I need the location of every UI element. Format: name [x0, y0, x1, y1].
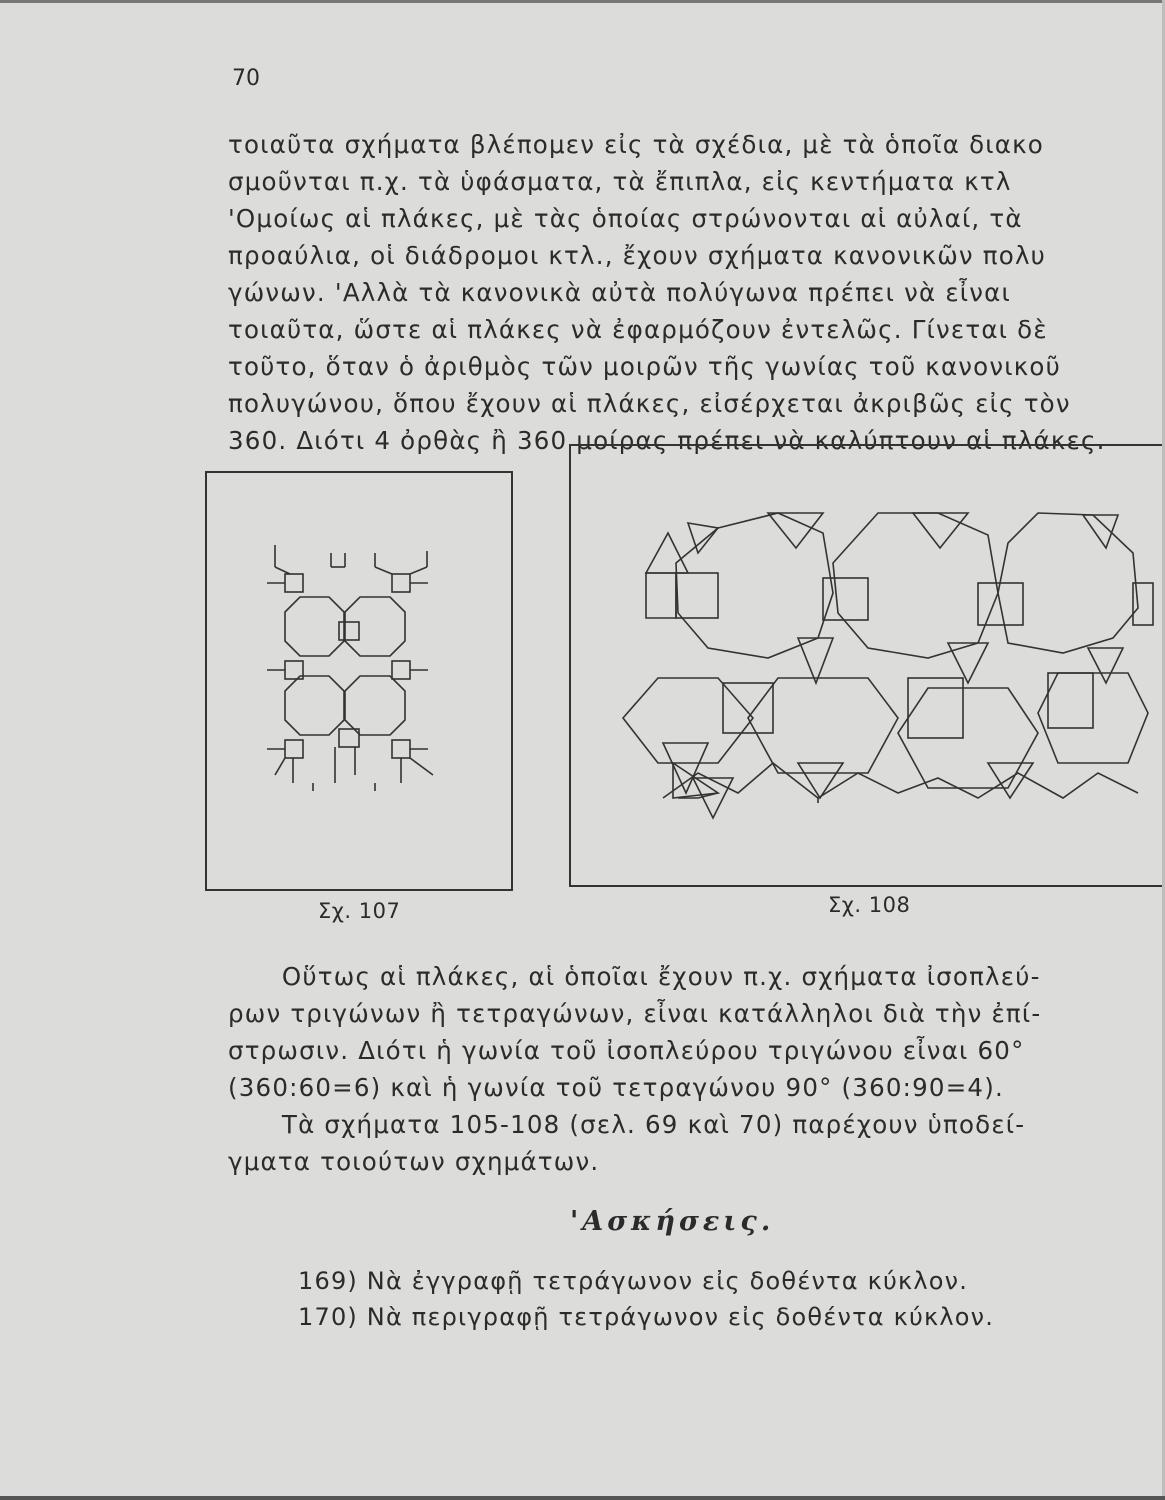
- text-line: 360. Διότι 4 ὀρθὰς ἢ 360 μοίρας πρέπει νὰ καλύπτουν αἱ πλάκες.: [228, 426, 1106, 455]
- text-line: τοιαῦτα, ὥστε αἱ πλάκες νὰ ἐφαρμόζουν ἐντελῶς. Γίνεται δὲ: [228, 315, 1048, 344]
- text-line: γματα τοιούτων σχημάτων.: [228, 1147, 600, 1176]
- paragraph-equilateral-square: [228, 958, 1158, 1180]
- text-line: τοῦτο, ὅταν ὁ ἀριθμὸς τῶν μοιρῶν τῆς γωνίας τοῦ κανονικοῦ: [228, 352, 1061, 381]
- exercises-heading: 'Ασκήσεις.: [570, 1206, 775, 1237]
- figure-108-mixed-polygon-tiling: [568, 443, 1165, 889]
- paragraph-tilings-intro: [228, 126, 1165, 459]
- text-line: πολυγώνου, ὅπου ἔχουν αἱ πλάκες, εἰσέρχεται ἀκριβῶς εἰς τὸν: [228, 389, 1071, 418]
- scan-bottom-edge: [0, 1496, 1165, 1500]
- text-line: τοιαῦτα σχήματα βλέπομεν εἰς τὰ σχέδια, μὲ τὰ ὁποῖα διακο: [228, 130, 1044, 159]
- text-line: Οὕτως αἱ πλάκες, αἱ ὁποῖαι ἔχουν π.χ. σχήματα ἰσοπλεύ-: [228, 962, 1041, 991]
- scan-top-edge: [0, 0, 1165, 3]
- figure-108-caption: Σχ. 108: [828, 893, 911, 917]
- exercise-169: 169) Νὰ ἐγγραφῇ τετράγωνον εἰς δοθέντα κύκλον.: [298, 1267, 969, 1295]
- text-line: στρωσιν. Διότι ἡ γωνία τοῦ ἰσοπλεύρου τριγώνου εἶναι 60°: [228, 1036, 1025, 1065]
- text-line: 'Ομοίως αἱ πλάκες, μὲ τὰς ὁποίας στρώνονται αἱ αὐλαί, τὰ: [228, 204, 1023, 233]
- figure-107-octagon-square-tiling: [205, 471, 515, 893]
- exercise-170: 170) Νὰ περιγραφῇ τετράγωνον εἰς δοθέντα κύκλον.: [298, 1303, 995, 1331]
- text-line: Τὰ σχήματα 105-108 (σελ. 69 καὶ 70) παρέχουν ὑποδεί-: [228, 1110, 1026, 1139]
- text-line: (360:60=6) καὶ ἡ γωνία τοῦ τετραγώνου 90° (360:90=4).: [228, 1073, 1004, 1102]
- text-line: προαύλια, οἱ διάδρομοι κτλ., ἔχουν σχήματα κανονικῶν πολυ: [228, 241, 1047, 270]
- page-number: 70: [232, 66, 260, 91]
- text-line: γώνων. 'Αλλὰ τὰ κανονικὰ αὐτὰ πολύγωνα πρέπει νὰ εἶναι: [228, 278, 1011, 307]
- text-line: ρων τριγώνων ἢ τετραγώνων, εἶναι κατάλληλοι διὰ τὴν ἐπί-: [228, 999, 1042, 1028]
- text-line: σμοῦνται π.χ. τὰ ὑφάσματα, τὰ ἔπιπλα, εἰς κεντήματα κτλ: [228, 167, 1012, 196]
- figure-107-caption: Σχ. 107: [318, 899, 401, 923]
